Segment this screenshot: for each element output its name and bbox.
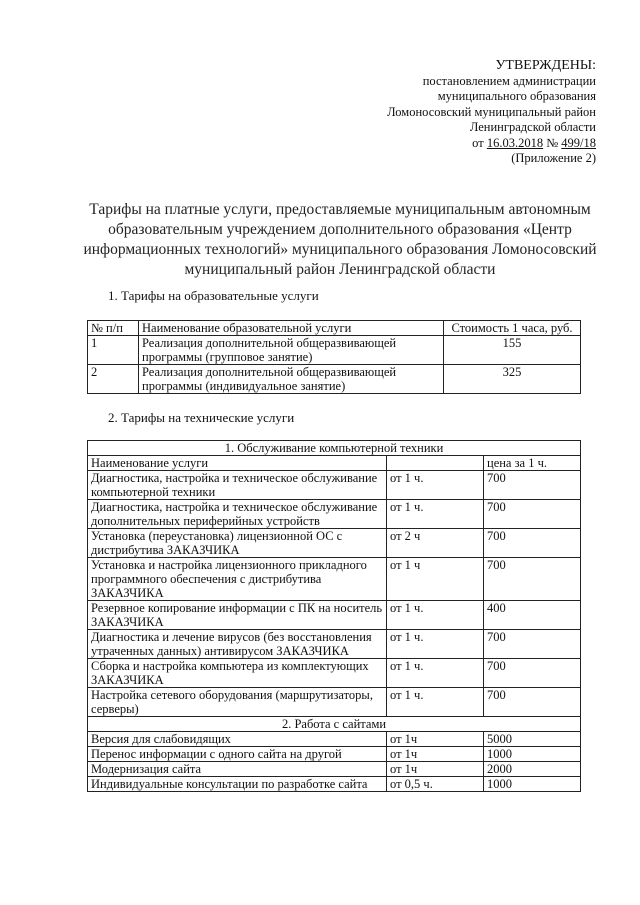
- table-row: [88, 336, 581, 365]
- row-name: Реализация дополнительной общеразвивающей программы (групповое занятие): [139, 336, 444, 365]
- table-row: [88, 471, 581, 500]
- row-name: Диагностика, настройка и техническое обслуживание дополнительных периферийных устройств: [88, 500, 387, 529]
- approval-date: 16.03.2018: [486, 135, 544, 150]
- row-unit: от 1 ч.: [387, 630, 484, 659]
- row-price: 700: [484, 471, 581, 500]
- row-price: 700: [484, 529, 581, 558]
- col-header-name: Наименование образовательной услуги: [139, 321, 444, 336]
- table-row: [88, 529, 581, 558]
- approval-block: [387, 58, 596, 167]
- row-price: 700: [484, 688, 581, 717]
- row-price: 325: [444, 365, 581, 394]
- table-row: [88, 601, 581, 630]
- col-header-price: Стоимость 1 часа, руб.: [444, 321, 581, 336]
- row-name: Резервное копирование информации с ПК на носитель ЗАКАЗЧИКА: [88, 601, 387, 630]
- section1-heading: 1. Тарифы на образовательные услуги: [108, 288, 319, 303]
- group2-title: 2. Работа с сайтами: [88, 717, 581, 732]
- row-name: Модернизация сайта: [88, 762, 387, 777]
- row-unit: от 1ч: [387, 732, 484, 747]
- row-unit: от 1 ч.: [387, 471, 484, 500]
- col-header-unit: [387, 456, 484, 471]
- number-prefix: №: [546, 135, 559, 150]
- table-row: [88, 732, 581, 747]
- row-unit: от 1 ч.: [387, 601, 484, 630]
- group1-title: 1. Обслуживание компьютерной техники: [88, 441, 581, 456]
- approval-line: Ленинградской области: [469, 120, 596, 134]
- table-header-row: [88, 321, 581, 336]
- row-num: 2: [88, 365, 139, 394]
- row-price: 155: [444, 336, 581, 365]
- approval-heading: УТВЕРЖДЕНЫ:: [495, 58, 596, 73]
- table-row: [88, 500, 581, 529]
- row-price: 1000: [484, 777, 581, 792]
- row-unit: от 1 ч.: [387, 659, 484, 688]
- row-name: Индивидуальные консультации по разработке сайта: [88, 777, 387, 792]
- group-header-row: [88, 717, 581, 732]
- table-row: [88, 777, 581, 792]
- col-header-name: Наименование услуги: [88, 456, 387, 471]
- table-row: [88, 630, 581, 659]
- row-unit: от 1ч: [387, 762, 484, 777]
- row-name: Настройка сетевого оборудования (маршрутизаторы, серверы): [88, 688, 387, 717]
- section2-heading: 2. Тарифы на технические услуги: [108, 410, 295, 425]
- row-unit: от 1 ч.: [387, 500, 484, 529]
- row-unit: от 1 ч: [387, 558, 484, 601]
- row-name: Сборка и настройка компьютера из комплектующих ЗАКАЗЧИКА: [88, 659, 387, 688]
- table-row: [88, 365, 581, 394]
- row-price: 700: [484, 500, 581, 529]
- table-row: [88, 688, 581, 717]
- document-title: Тарифы на платные услуги, предоставляемые муниципальным автономным образовательным учреждением дополнительного образования «Центр информационных технологий» муниципального образования Ломоносовский муниципальный район Ленинградской области: [83, 201, 597, 278]
- row-name: Установка и настройка лицензионного прикладного программного обеспечения с дистрибутива ЗАКАЗЧИКА: [88, 558, 387, 601]
- table-row: [88, 659, 581, 688]
- approval-number: 499/18: [561, 135, 596, 150]
- row-num: 1: [88, 336, 139, 365]
- row-unit: от 1ч: [387, 747, 484, 762]
- table-row: [88, 558, 581, 601]
- approval-date-line: [387, 136, 596, 152]
- table-row: [88, 747, 581, 762]
- row-name: Диагностика, настройка и техническое обслуживание компьютерной техники: [88, 471, 387, 500]
- row-name: Перенос информации с одного сайта на другой: [88, 747, 387, 762]
- table-header-row: [88, 456, 581, 471]
- approval-line: постановлением администрации: [422, 73, 596, 88]
- group-header-row: [88, 441, 581, 456]
- row-name: Диагностика и лечение вирусов (без восстановления утраченных данных) антивирусом ЗАКАЗЧИКА: [88, 630, 387, 659]
- row-unit: от 1 ч.: [387, 688, 484, 717]
- row-price: 1000: [484, 747, 581, 762]
- row-name: Версия для слабовидящих: [88, 732, 387, 747]
- approval-line: муниципального образования: [437, 89, 596, 103]
- col-header-price: цена за 1 ч.: [484, 456, 581, 471]
- row-unit: от 2 ч: [387, 529, 484, 558]
- row-price: 5000: [484, 732, 581, 747]
- table-row: [88, 762, 581, 777]
- row-name: Установка (переустановка) лицензионной ОС с дистрибутива ЗАКАЗЧИКА: [88, 529, 387, 558]
- education-tariffs-table: [87, 320, 581, 394]
- date-prefix: от: [472, 135, 484, 150]
- row-price: 700: [484, 558, 581, 601]
- row-price: 400: [484, 601, 581, 630]
- technical-tariffs-table: [87, 440, 581, 792]
- row-price: 700: [484, 630, 581, 659]
- row-price: 700: [484, 659, 581, 688]
- row-price: 2000: [484, 762, 581, 777]
- row-unit: от 0,5 ч.: [387, 777, 484, 792]
- approval-line: Ломоносовский муниципальный район: [387, 104, 596, 119]
- row-name: Реализация дополнительной общеразвивающей программы (индивидуальное занятие): [139, 365, 444, 394]
- col-header-num: № п/п: [88, 321, 139, 336]
- appendix-label: (Приложение 2): [511, 151, 596, 165]
